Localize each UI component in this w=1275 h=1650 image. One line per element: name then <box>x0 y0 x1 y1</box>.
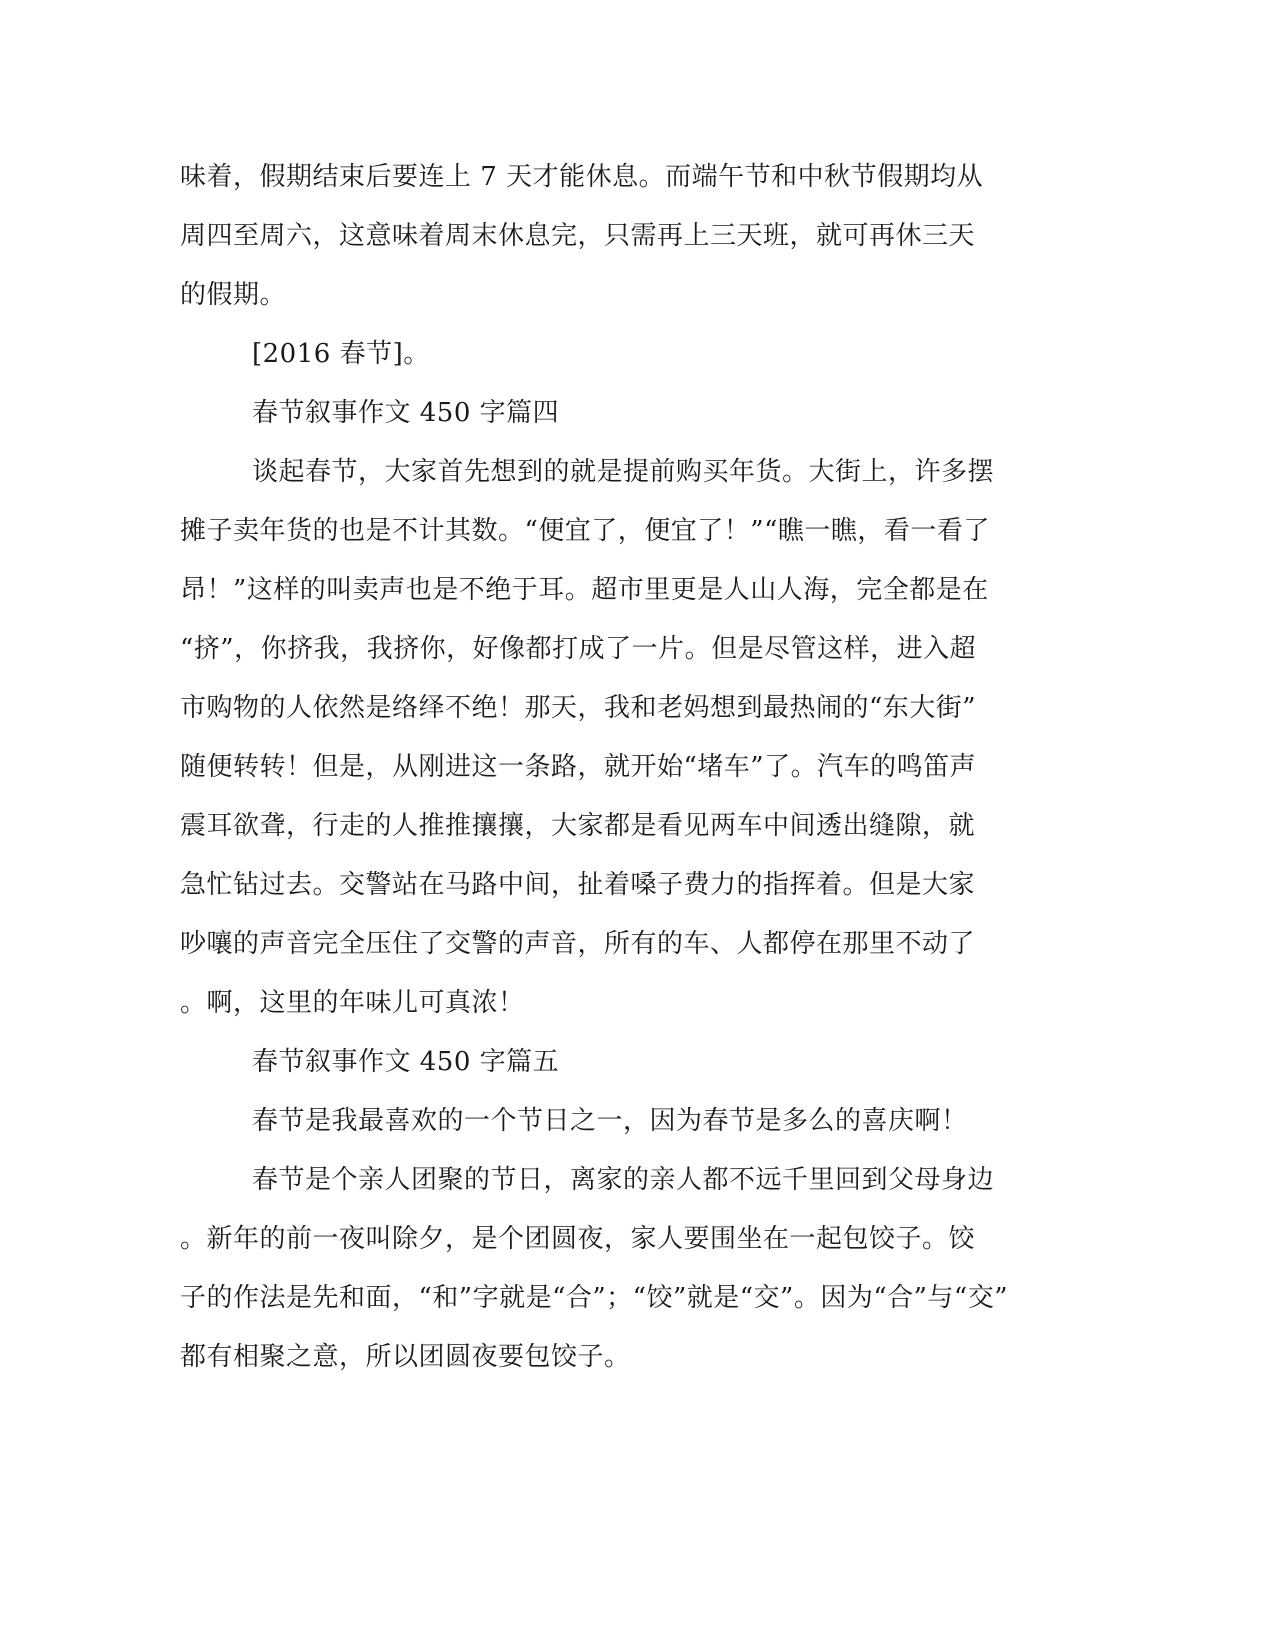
section-heading: 春节叙事作文 450 字篇五 <box>252 1047 560 1077</box>
text-line: 春节是我最喜欢的一个节日之一，因为春节是多么的喜庆啊！ <box>252 1106 968 1136</box>
text-line: 的假期。 <box>180 280 287 310</box>
text-line: 吵嚷的声音完全压住了交警的声音，所有的车、人都停在那里不动了 <box>180 929 976 959</box>
text-line: 春节是个亲人团聚的节日，离家的亲人都不远千里回到父母身边 <box>252 1165 995 1195</box>
text-line: 震耳欲聋，行走的人推推攘攘，大家都是看见两车中间透出缝隙，就 <box>180 811 976 841</box>
text-line: 味着，假期结束后要连上 7 天才能休息。而端午节和中秋节假期均从 <box>180 162 984 192</box>
text-line: 昂！”这样的叫卖声也是不绝于耳。超市里更是人山人海，完全都是在 <box>180 575 989 605</box>
text-line: 急忙钻过去。交警站在马路中间，扯着嗓子费力的指挥着。但是大家 <box>180 870 976 900</box>
text-line: [2016 春节]。 <box>252 339 430 369</box>
text-line: 。啊，这里的年味儿可真浓！ <box>180 988 525 1018</box>
text-line: 子的作法是先和面，“和”字就是“合”；“饺”就是“交”。因为“合”与“交” <box>180 1283 1009 1313</box>
text-line: “挤”，你挤我，我挤你，好像都打成了一片。但是尽管这样，进入超 <box>180 634 977 664</box>
text-line: 随便转转！但是，从刚进这一条路，就开始“堵车”了。汽车的鸣笛声 <box>180 752 977 782</box>
text-line: 。新年的前一夜叫除夕，是个团圆夜，家人要围坐在一起包饺子。饺 <box>180 1224 976 1254</box>
text-line: 摊子卖年货的也是不计其数。“便宜了，便宜了！”“瞧一瞧，看一看了 <box>180 516 990 546</box>
text-line: 周四至周六，这意味着周末休息完，只需再上三天班，就可再休三天 <box>180 221 976 251</box>
text-line: 都有相聚之意，所以团圆夜要包饺子。 <box>180 1342 631 1372</box>
text-line: 市购物的人依然是络绎不绝！那天，我和老妈想到最热闹的“东大街” <box>180 693 977 723</box>
text-line: 谈起春节，大家首先想到的就是提前购买年货。大街上，许多摆 <box>252 457 995 487</box>
section-heading: 春节叙事作文 450 字篇四 <box>252 398 560 428</box>
